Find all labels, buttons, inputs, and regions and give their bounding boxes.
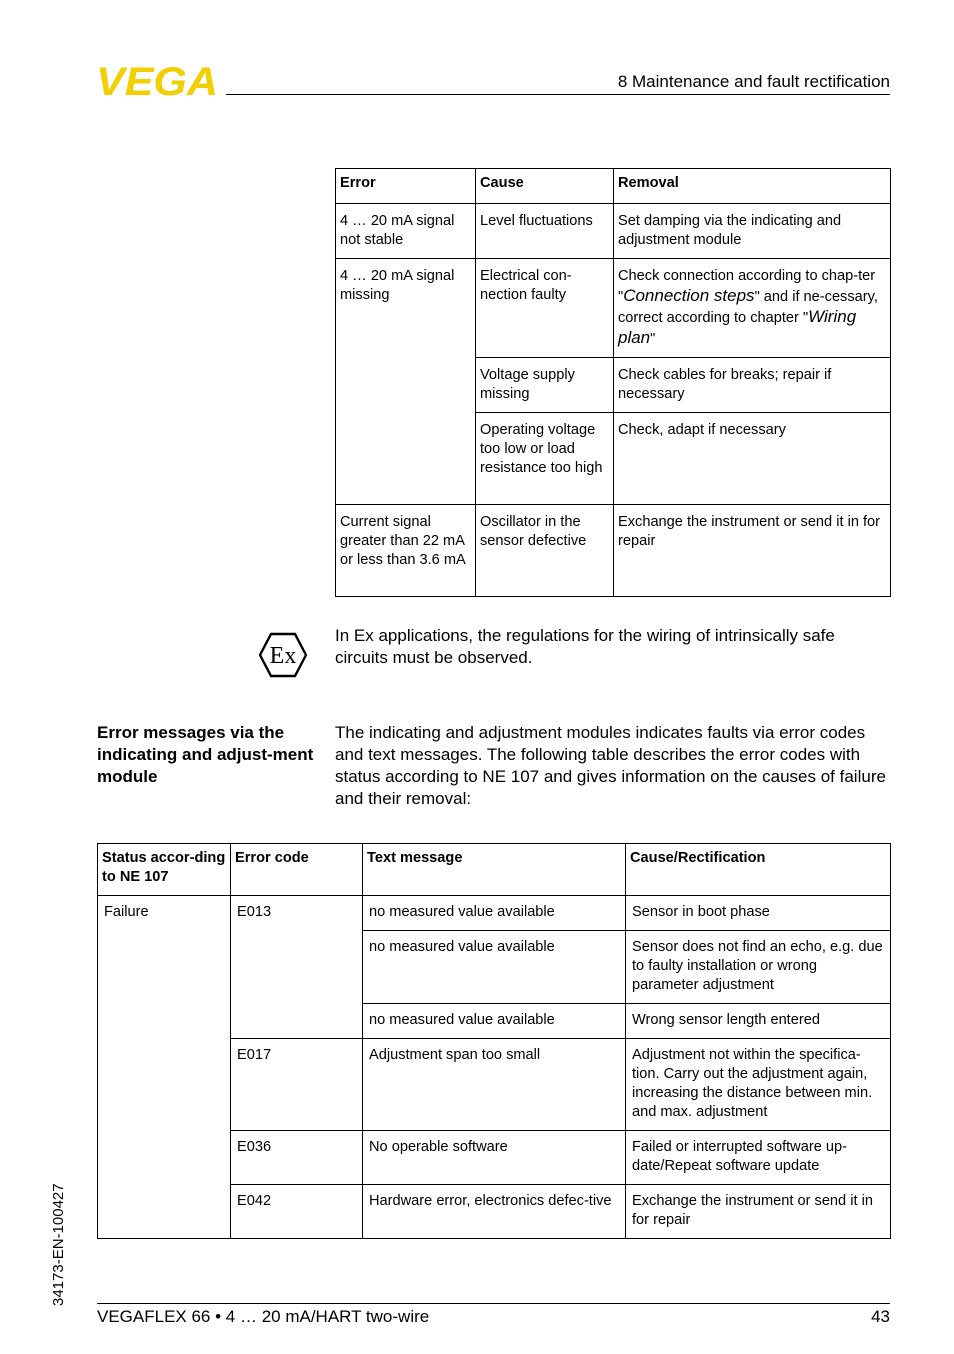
cell-removal: Check cables for breaks; repair if necessary (614, 358, 891, 413)
cell-error-code: E017 (231, 1039, 363, 1131)
header-rule (226, 94, 890, 95)
cell-message: Hardware error, electronics defec-tive (363, 1185, 626, 1239)
cell-message: No operable software (363, 1131, 626, 1185)
chapter-reference: Connection steps (623, 286, 755, 305)
removal-text: " (650, 331, 656, 347)
header-error-code: Error code (231, 844, 363, 896)
error-table (335, 168, 891, 597)
cell-cause: Exchange the instrument or send it in for repair (626, 1185, 891, 1239)
page-number: 43 (871, 1307, 890, 1326)
header-text-message: Text message (363, 844, 626, 896)
ex-icon-label: Ex (269, 643, 297, 669)
cell-removal (614, 259, 891, 358)
header-cause-rectification: Cause/Rectification (626, 844, 891, 896)
header-error: Error (336, 169, 476, 204)
table-row (336, 505, 891, 597)
cell-error-code: E036 (231, 1131, 363, 1185)
table-header-row (336, 169, 891, 204)
table-header-row (98, 844, 891, 896)
cell-cause: Oscillator in the sensor defective (476, 505, 614, 597)
header-removal: Removal (614, 169, 891, 204)
cell-cause: Electrical con-nection faulty (476, 259, 614, 358)
table-row (336, 204, 891, 259)
section-header-title: 8 Maintenance and fault rectification (617, 72, 890, 91)
cell-cause: Sensor in boot phase (626, 896, 891, 931)
cell-error: 4 … 20 mA signal not stable (336, 204, 476, 259)
cell-removal: Set damping via the indicating and adjustment module (614, 204, 891, 259)
table-row (336, 259, 891, 358)
cell-error: Current signal greater than 22 mA or less than 3.6 mA (336, 505, 476, 597)
header-status: Status accor-ding to NE 107 (98, 844, 231, 896)
cell-message: no measured value available (363, 896, 626, 931)
cell-status: Failure (98, 896, 231, 1239)
cell-cause: Failed or interrupted software up-date/Repeat software update (626, 1131, 891, 1185)
document-id-vertical (50, 1156, 70, 1306)
cell-cause: Adjustment not within the specifica-tion. Carry out the adjustment again, increasing the distance between min. and max. adjustment (626, 1039, 891, 1131)
ex-note-text: In Ex applications, the regulations for the wiring of intrinsically safe circuits must be observed. (335, 626, 835, 667)
document-id: 34173-EN-100427 (50, 1183, 67, 1306)
cell-error: 4 … 20 mA signal missing (336, 259, 476, 505)
cell-message: no measured value available (363, 1004, 626, 1039)
intro-paragraph: The indicating and adjustment modules indicates faults via error codes and text messages. The following table describes the error codes with status according to NE 107 and gives information on the causes of failure and their removal: (335, 723, 886, 808)
table-row (98, 896, 891, 931)
cell-removal: Check, adapt if necessary (614, 413, 891, 505)
cell-removal: Exchange the instrument or send it in for repair (614, 505, 891, 597)
header-cause: Cause (476, 169, 614, 204)
cell-cause: Wrong sensor length entered (626, 1004, 891, 1039)
side-heading: Error messages via the indicating and adjust-ment module (97, 723, 314, 786)
cell-message: no measured value available (363, 931, 626, 1004)
ex-hazard-icon (259, 632, 307, 678)
cell-error-code: E042 (231, 1185, 363, 1239)
cell-cause: Operating voltage too low or load resistance too high (476, 413, 614, 505)
cell-cause: Level fluctuations (476, 204, 614, 259)
vega-logo-text: VEGA (96, 64, 218, 98)
footer-title: VEGAFLEX 66 • 4 … 20 mA/HART two-wire (97, 1307, 430, 1326)
cell-message: Adjustment span too small (363, 1039, 626, 1131)
error-code-table (97, 843, 891, 1239)
footer-rule (97, 1303, 890, 1304)
cell-cause: Voltage supply missing (476, 358, 614, 413)
removal-text: " and if ne-cessary, correct according to chapter " (618, 289, 878, 326)
cell-cause: Sensor does not find an echo, e.g. due to faulty installation or wrong parameter adjustment (626, 931, 891, 1004)
vega-logo (96, 64, 220, 98)
removal-text: Check connection according to chap-ter " (618, 268, 876, 305)
cell-error-code: E013 (231, 896, 363, 1039)
chapter-reference: Wiring plan (618, 307, 857, 347)
